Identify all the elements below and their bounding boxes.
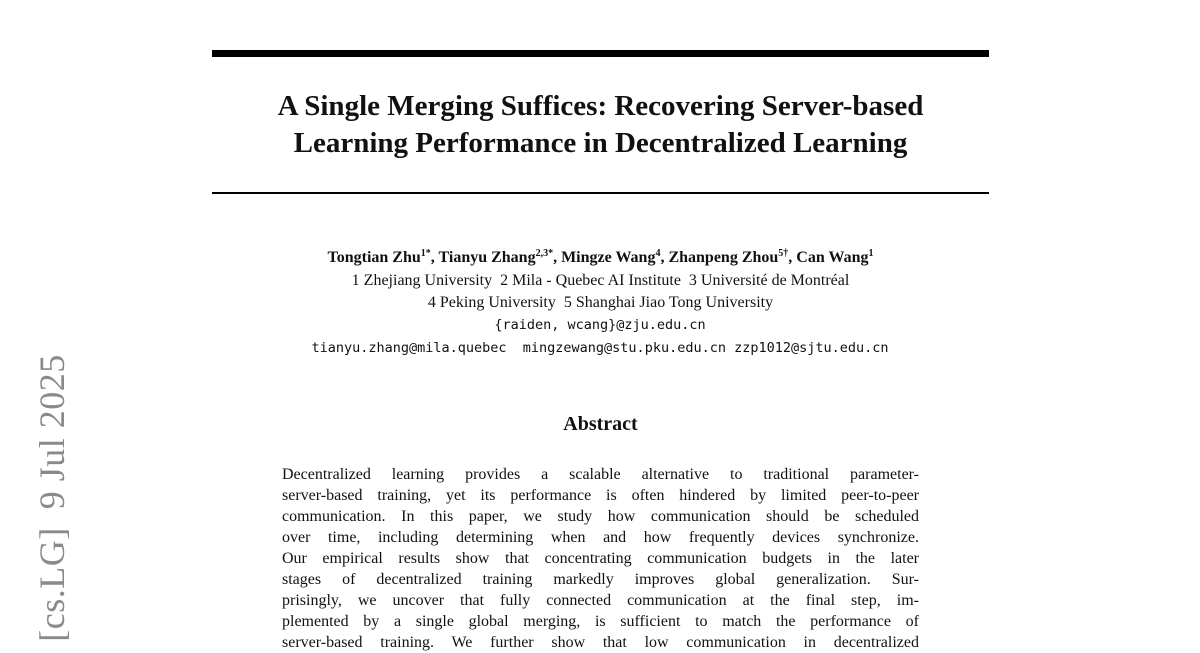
author xyxy=(561,249,668,266)
author xyxy=(328,249,439,266)
title-top-rule xyxy=(212,50,989,57)
author-affiliation-mark: 4 xyxy=(655,248,661,259)
author-separator: , xyxy=(660,249,669,266)
author-list xyxy=(212,248,989,268)
affiliations-line-1: 1 Zhejiang University 2 Mila - Quebec AI Institute 3 Université de Montréal xyxy=(351,272,850,289)
paper-title-line-1: A Single Merging Suffices: Recovering Server-based xyxy=(277,90,924,122)
arxiv-category: [cs.LG] xyxy=(32,527,72,642)
abstract-line: server-based training. We further show that low communication in decentralized xyxy=(282,634,919,651)
abstract-line: server-based training, yet its performance is often hindered by limited peer-to-peer xyxy=(282,487,919,504)
abstract-heading: Abstract xyxy=(563,413,638,435)
author-name: Tianyu Zhang xyxy=(438,249,536,266)
author-separator: , xyxy=(430,249,439,266)
affiliations-line-2: 4 Peking University 5 Shanghai Jiao Tong University xyxy=(427,294,774,311)
author-name: Can Wang xyxy=(796,249,869,266)
paper-title xyxy=(212,88,989,162)
author-name: Mingze Wang xyxy=(561,249,656,266)
author-affiliation-mark: 5† xyxy=(778,248,789,259)
arxiv-date: 9 Jul 2025 xyxy=(32,354,72,510)
arxiv-watermark xyxy=(31,354,73,641)
title-bottom-rule xyxy=(212,192,989,194)
author-affiliation-mark: 1* xyxy=(420,248,431,259)
abstract-line: Our empirical results show that concentrating communication budgets in the later xyxy=(282,550,919,567)
abstract-line: prisingly, we uncover that fully connected communication at the final step, im- xyxy=(282,592,919,609)
author-separator: , xyxy=(788,249,797,266)
abstract-line: stages of decentralized training markedly improves global generalization. Sur- xyxy=(282,571,919,588)
author xyxy=(438,249,561,266)
author-name: Zhanpeng Zhou xyxy=(668,249,779,266)
author-separator: , xyxy=(553,249,562,266)
author-name: Tongtian Zhu xyxy=(327,249,421,266)
email-line-2: tianyu.zhang@mila.quebec mingzewang@stu.pku.edu.cn zzp1012@sjtu.edu.cn xyxy=(311,340,889,356)
paper-title-line-2: Learning Performance in Decentralized Learning xyxy=(293,127,908,159)
author xyxy=(668,249,796,266)
abstract-line: communication. In this paper, we study how communication should be scheduled xyxy=(282,508,919,525)
author-affiliation-mark: 2,3* xyxy=(535,248,554,259)
email-line-1: {raiden, wcang}@zju.edu.cn xyxy=(494,317,706,333)
abstract-body xyxy=(282,464,919,653)
abstract-line: Decentralized learning provides a scalable alternative to traditional parameter- xyxy=(282,466,919,483)
author-affiliation-mark: 1 xyxy=(868,248,874,259)
abstract-line: over time, including determining when and how frequently devices synchronize. xyxy=(282,529,919,546)
abstract-line: plemented by a single global merging, is sufficient to match the performance of xyxy=(282,613,919,630)
author xyxy=(796,249,873,266)
